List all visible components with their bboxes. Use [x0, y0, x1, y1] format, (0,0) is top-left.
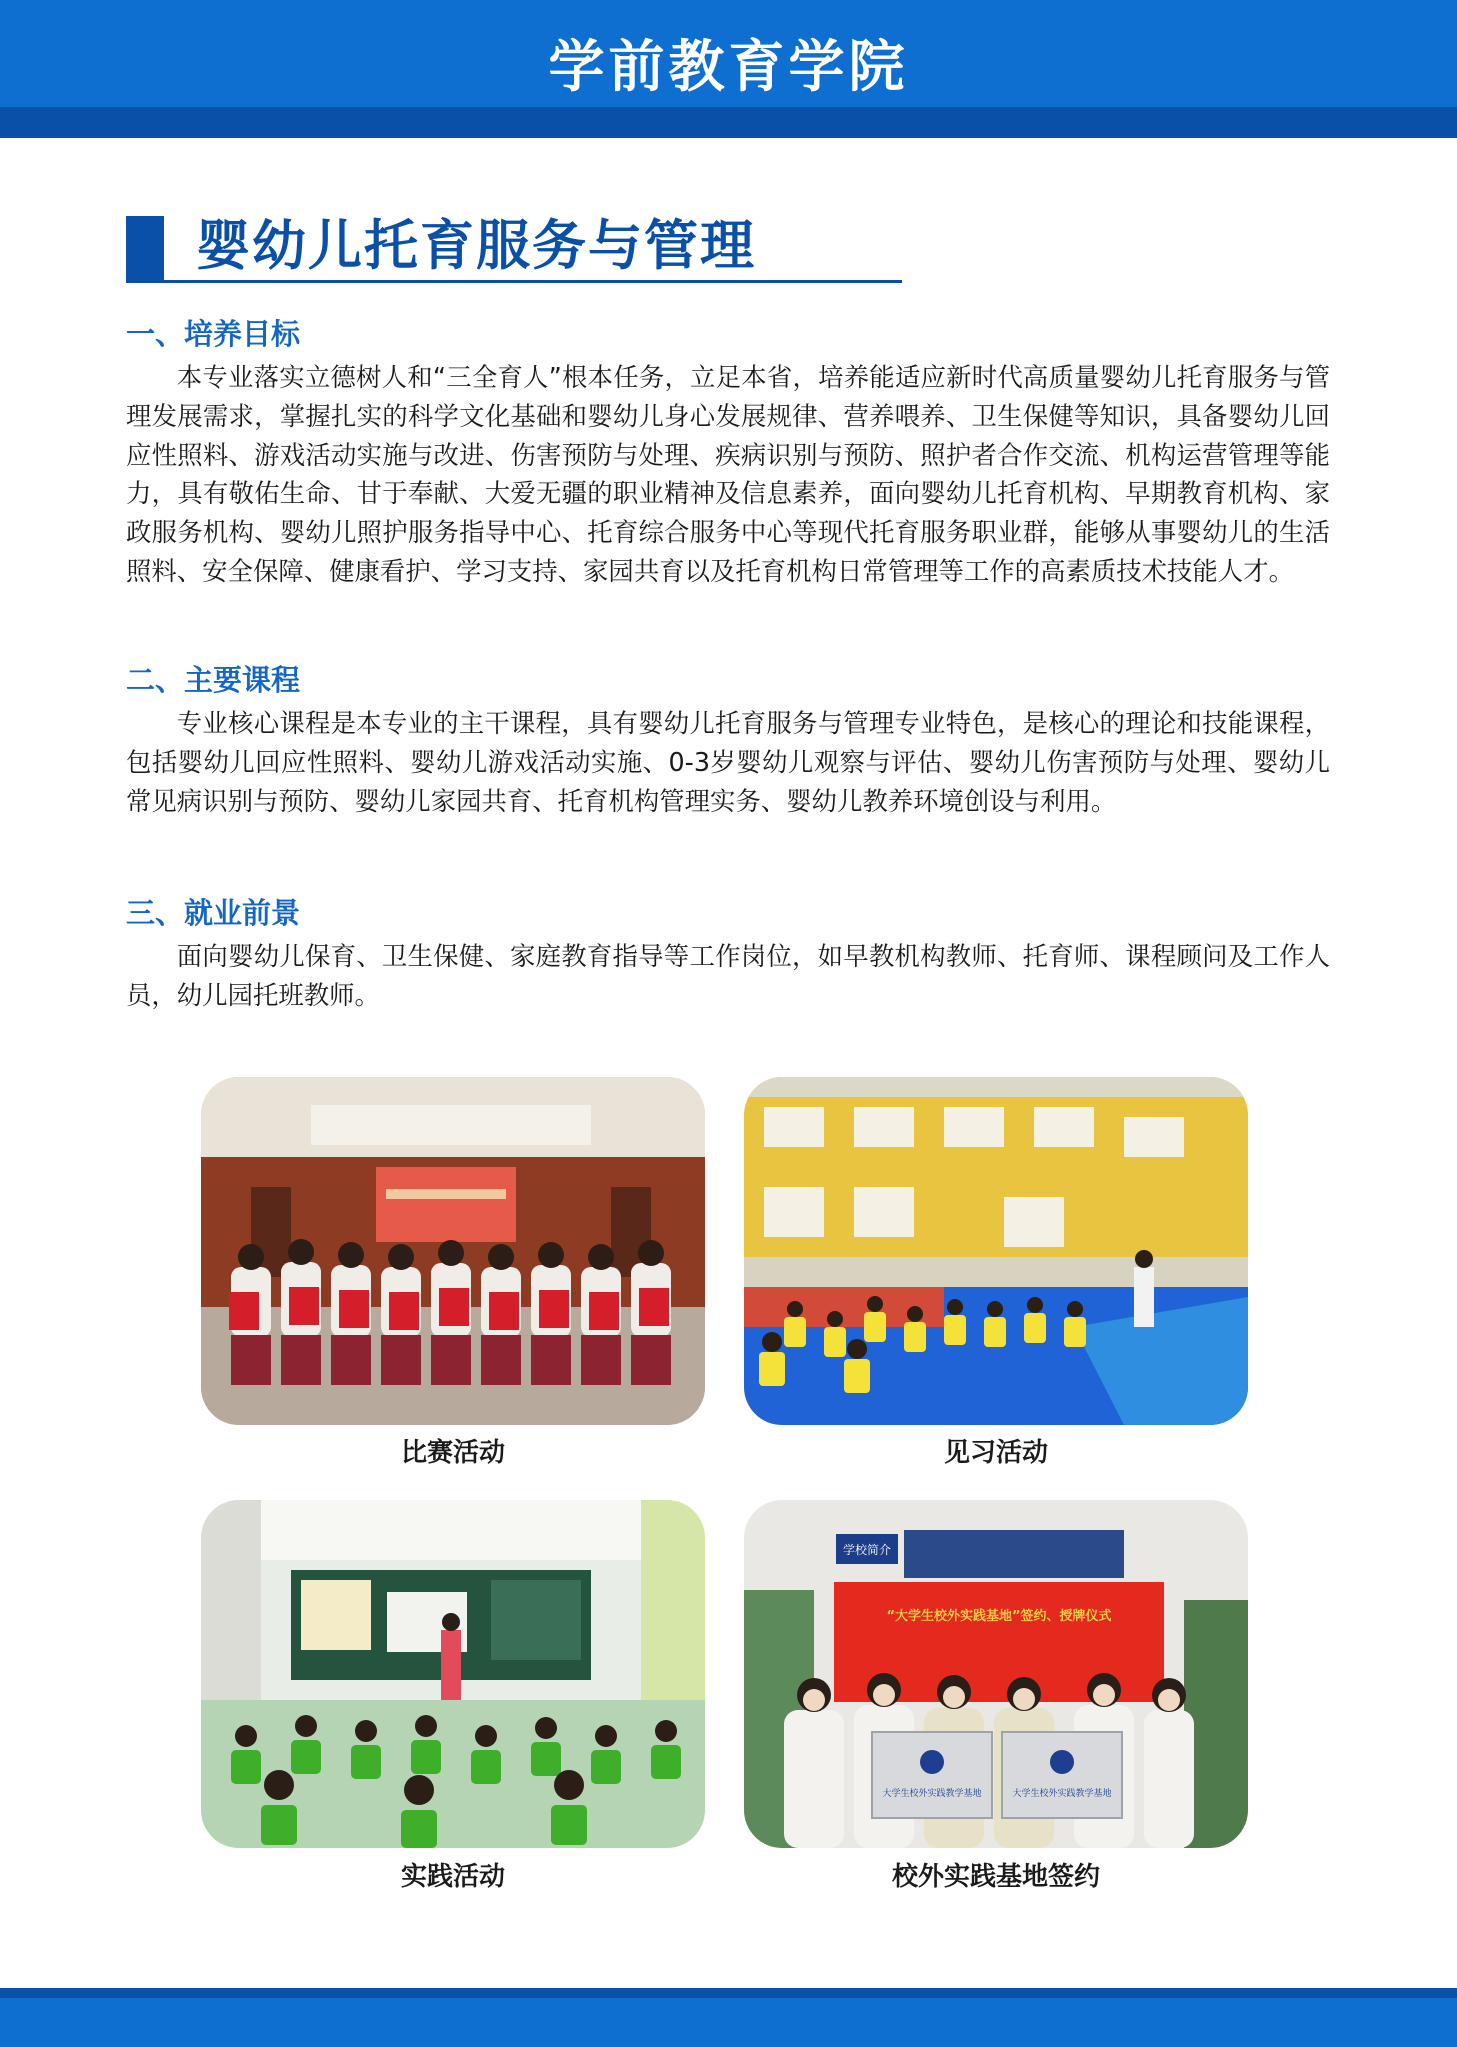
header-banner — [0, 0, 1457, 138]
major-title: 婴幼儿托育服务与管理 — [196, 214, 756, 277]
header-stripe — [0, 107, 1457, 138]
footer-band — [0, 1988, 1457, 2047]
section-heading-goals: 一、培养目标 — [126, 317, 301, 351]
section-heading-careers: 三、就业前景 — [126, 896, 301, 930]
practice-photo — [201, 1500, 705, 1848]
section-body-goals: 本专业落实立德树人和“三全育人”根本任务，立足本省，培养能适应新时代高质量婴幼儿托育服务与管理发展需求，掌握扎实的科学文化基础和婴幼儿身心发展规律、营养喂养、卫生保健等知识，具备婴幼儿回应性照料、游戏活动实施与改进、伤害预防与处理、疾病识别与预防、照护者合作交流、机构运营管理等能力，具有敬佑生命、甘于奉献、大爱无疆的职业精神及信息素养，面向婴幼儿托育机构、早期教育机构、家政服务机构、婴幼儿照护服务指导中心、托育综合服务中心等现代托育服务职业群，能够从事婴幼儿的生活照料、安全保障、健康看护、学习支持、家园共育以及托育机构日常管理等工作的高素质技术技能人才。 — [126, 362, 1330, 586]
competition-photo — [201, 1077, 705, 1425]
photo-caption-competition: 比赛活动 — [400, 1438, 505, 1468]
section-heading-courses: 二、主要课程 — [126, 663, 301, 697]
board-label: 学校简介 — [842, 1543, 892, 1557]
photo-caption-internship: 见习活动 — [943, 1438, 1048, 1468]
section-body-courses: 专业核心课程是本专业的主干课程，具有婴幼儿托育服务与管理专业特色，是核心的理论和技能课程，包括婴幼儿回应性照料、婴幼儿游戏活动实施、0-3岁婴幼儿观察与评估、婴幼儿伤害预防与处理、婴幼儿常见病识别与预防、婴幼儿家园共育、托育机构管理实务、婴幼儿教养环境创设与利用。 — [126, 708, 1330, 816]
photo-caption-base-signing: 校外实践基地签约 — [891, 1862, 1100, 1892]
plaque-label-left: 大学生校外实践教学基地 — [882, 1789, 982, 1799]
major-title-block — [126, 212, 902, 283]
footer-stripe — [0, 1988, 1457, 1998]
base-signing-photo — [744, 1500, 1248, 1848]
internship-photo — [744, 1077, 1248, 1425]
screen-label: “大学生校外实践基地”签约、授牌仪式 — [886, 1609, 1112, 1624]
photo-caption-practice: 实践活动 — [400, 1862, 505, 1892]
plaque-label-right: 大学生校外实践教学基地 — [1012, 1789, 1112, 1799]
title-accent-bar — [126, 216, 164, 280]
section-body-careers: 面向婴幼儿保育、卫生保健、家庭教育指导等工作岗位，如早教机构教师、托育师、课程顾问及工作人员，幼儿园托班教师。 — [126, 941, 1330, 1010]
college-title: 学前教育学院 — [548, 35, 909, 100]
